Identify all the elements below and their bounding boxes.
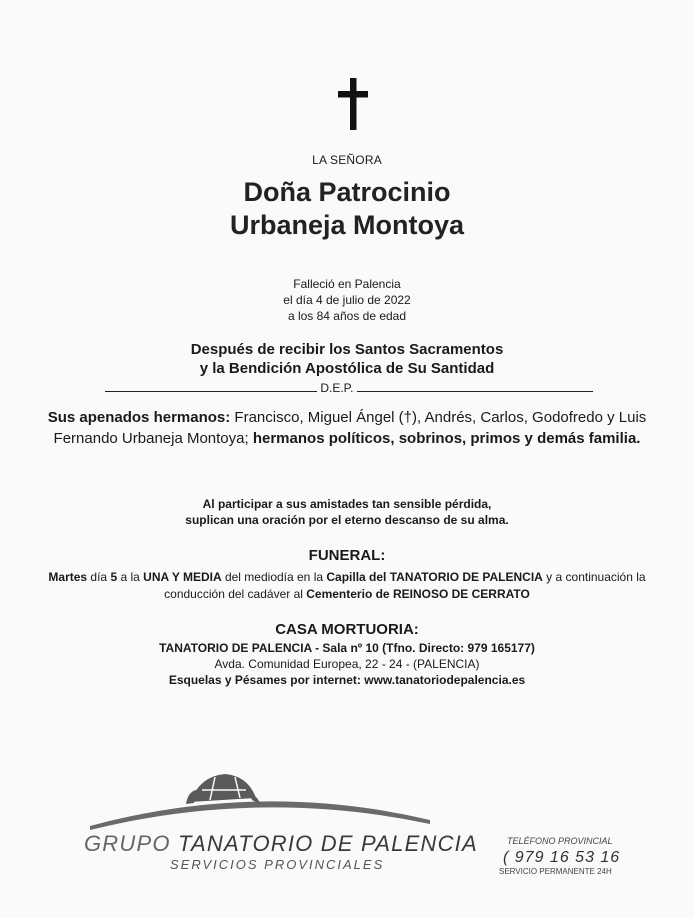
participation-text xyxy=(0,496,694,528)
service-label: SERVICIO PERMANENTE 24H xyxy=(499,867,612,876)
funeral-heading: FUNERAL: xyxy=(308,547,386,564)
participation-line-2: suplican una oración por el eterno descanso de su alma. xyxy=(185,513,509,527)
phone-number-text: 979 16 53 16 xyxy=(514,849,621,866)
funeral-text xyxy=(40,569,654,603)
company-subtitle: SERVICIOS PROVINCIALES xyxy=(170,857,385,872)
funeral-time: UNA Y MEDIA xyxy=(143,570,222,584)
death-place: Falleció en Palencia xyxy=(293,277,401,291)
death-age: a los 84 años de edad xyxy=(287,309,407,323)
funeral-p6: del mediodía en la xyxy=(221,570,327,584)
name-line-1: Doña Patrocinio xyxy=(243,177,451,207)
phone-icon: ( xyxy=(503,849,510,866)
sacraments xyxy=(0,340,694,378)
funeral-day: Martes xyxy=(48,570,88,584)
casa-text xyxy=(0,640,694,688)
death-info xyxy=(0,276,694,324)
company-grupo: GRUPO xyxy=(84,831,171,856)
company-logo-icon xyxy=(90,770,430,830)
casa-website: Esquelas y Pésames por internet: www.tanatoriodepalencia.es xyxy=(168,673,526,687)
sacraments-line-2: y la Bendición Apostólica de Su Santidad xyxy=(199,360,495,377)
dep-text: D.E.P. xyxy=(320,381,354,395)
cross-icon xyxy=(338,78,368,130)
funeral-cemetery: Cementerio de REINOSO DE CERRATO xyxy=(306,587,530,601)
phone-label: TELÉFONO PROVINCIAL xyxy=(507,836,613,846)
dep-line xyxy=(105,381,605,395)
family-rest: hermanos políticos, sobrinos, primos y demás familia. xyxy=(252,430,641,447)
sacraments-line-1: Después de recibir los Santos Sacramentos xyxy=(190,341,504,358)
funeral-p2: día xyxy=(87,570,111,584)
death-date: el día 4 de julio de 2022 xyxy=(283,293,411,307)
funeral-p8: y a continuación la conducción del cadáver al xyxy=(164,570,646,601)
company-name xyxy=(84,831,478,857)
casa-address: Avda. Comunidad Europea, 22 - 24 - (PALENCIA) xyxy=(214,657,480,671)
casa-location: TANATORIO DE PALENCIA - Sala nº 10 (Tfno. Directo: 979 165177) xyxy=(159,641,535,655)
family-text xyxy=(30,407,664,449)
deceased-name xyxy=(0,176,694,242)
funeral-date: 5 xyxy=(110,570,118,584)
name-line-2: Urbaneja Montoya xyxy=(229,210,465,240)
casa-heading: CASA MORTUORIA: xyxy=(275,621,419,638)
phone-number xyxy=(503,849,620,867)
title-label: LA SEÑORA xyxy=(312,153,382,167)
funeral-chapel: Capilla del TANATORIO DE PALENCIA xyxy=(326,570,543,584)
divider-left xyxy=(105,381,317,392)
participation-line-1: Al participar a sus amistades tan sensible pérdida, xyxy=(202,497,492,511)
family-lead: Sus apenados hermanos: xyxy=(47,409,231,426)
family-names: Francisco, Miguel Ángel (†), Andrés, Carlos, Godofredo y Luis Fernando Urbaneja Montoya; xyxy=(53,409,647,447)
company-tanatorio: TANATORIO DE PALENCIA xyxy=(178,831,478,856)
funeral-p4: a la xyxy=(117,570,144,584)
divider-right xyxy=(357,381,593,392)
